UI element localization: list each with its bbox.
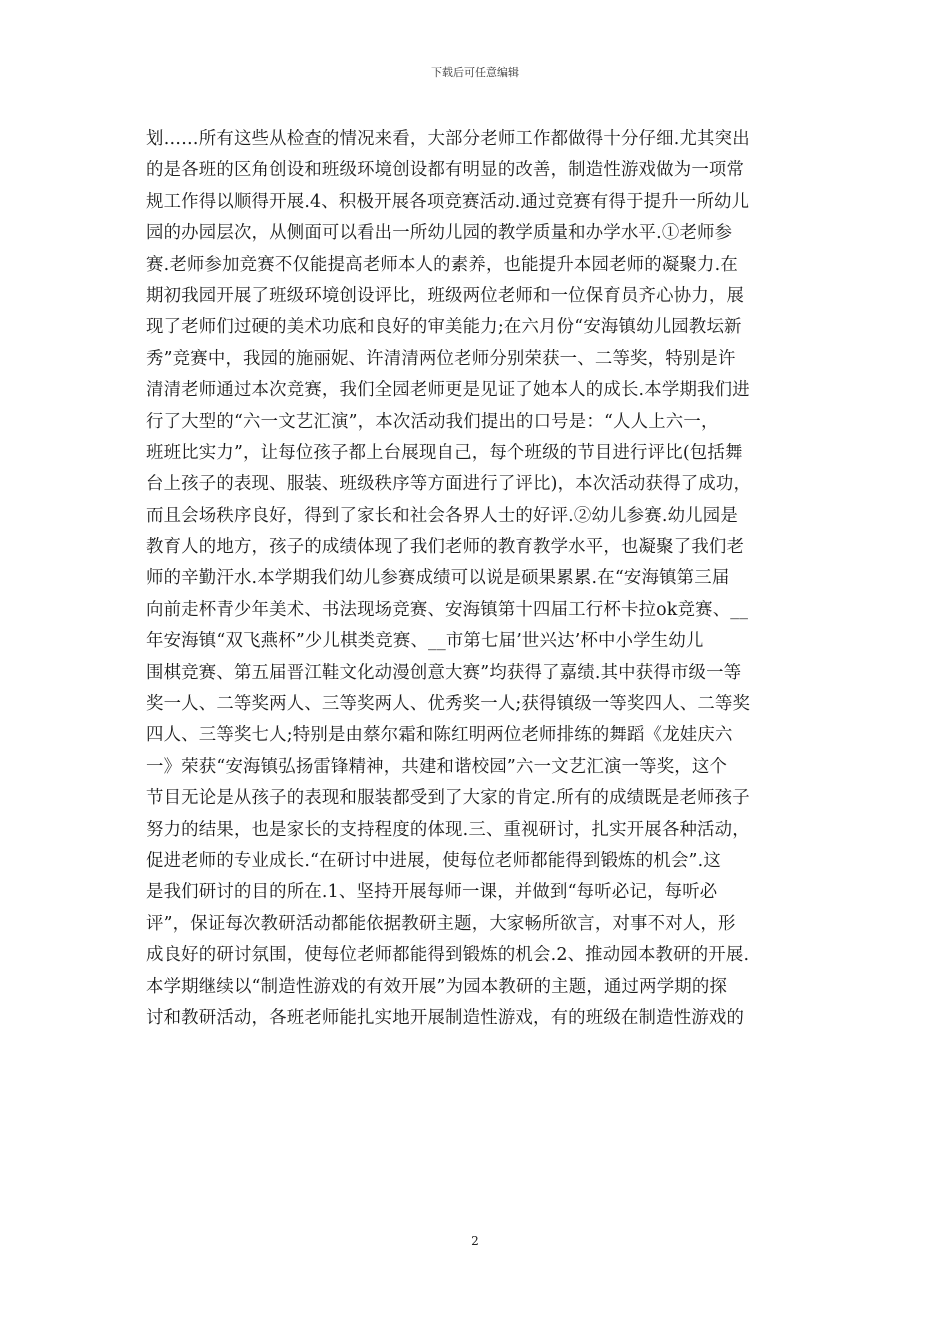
text-line: 讨和教研活动，各班老师能扎实地开展制造性游戏，有的班级在制造性游戏的: [146, 1007, 745, 1028]
text-line: 现了老师们过硬的美术功底和良好的审美能力;在六月份“安海镇幼儿园教坛新: [146, 317, 742, 338]
text-line: 是我们研讨的目的所在.1、坚持开展每师一课，并做到“每听必记，每听必: [146, 882, 718, 903]
text-line: 规工作得以顺得开展.4、积极开展各项竞赛活动.通过竞赛有得于提升一所幼儿: [146, 191, 750, 212]
text-line: 年安海镇“双飞燕杯”少儿棋类竞赛、__市第七届’世兴达’杯中小学生幼儿: [146, 631, 704, 652]
text-line: 赛.老师参加竞赛不仅能提高老师本人的素养，也能提升本园老师的凝聚力.在: [146, 254, 738, 275]
text-line: 成良好的研讨氛围，使每位老师都能得到锻炼的机会.2、推动园本教研的开展.: [146, 945, 750, 966]
text-line: 努力的结果，也是家长的支持程度的体现.三、重视研讨，扎实开展各种活动，: [146, 819, 750, 840]
text-line: 的是各班的区角创设和班级环境创设都有明显的改善，制造性游戏做为一项常: [146, 160, 745, 181]
text-line: 围棋竞赛、第五届晋江鞋文化动漫创意大赛”均获得了嘉绩.其中获得市级一等: [146, 662, 742, 683]
text-line: 本学期继续以“制造性游戏的有效开展”为园本教研的主题，通过两学期的探: [146, 976, 728, 997]
text-line: 促进老师的专业成长.“在研讨中进展，使每位老师都能得到锻炼的机会”.这: [146, 850, 721, 871]
text-line: 期初我园开展了班级环境创设评比，班级两位老师和一位保育员齐心协力，展: [146, 285, 745, 306]
text-line: 奖一人、二等奖两人、三等奖两人、优秀奖一人;获得镇级一等奖四人、二等奖: [146, 694, 751, 715]
body-text: [146, 124, 808, 1034]
text-line: 清清老师通过本次竞赛，我们全园老师更是见证了她本人的成长.本学期我们进: [146, 380, 750, 401]
text-line: 节目无论是从孩子的表现和服装都受到了大家的肯定.所有的成绩既是老师孩子: [146, 788, 750, 809]
page-number: 2: [471, 1234, 479, 1248]
text-line: 而且会场秩序良好，得到了家长和社会各界人士的好评.②幼儿参赛.幼儿园是: [146, 505, 738, 526]
text-line: 秀”竞赛中，我园的施丽妮、许清清两位老师分别荣获一、二等奖，特别是许: [146, 348, 736, 369]
text-line: 划……所有这些从检查的情况来看，大部分老师工作都做得十分仔细.尤其突出: [146, 129, 750, 149]
text-line: 行了大型的“六一文艺汇演”，本次活动我们提出的口号是：“人人上六一，: [146, 411, 719, 432]
text-line: 教育人的地方，孩子的成绩体现了我们老师的教育教学水平，也凝聚了我们老: [146, 537, 745, 558]
text-line: 一》荣获“安海镇弘扬雷锋精神，共建和谐校园”六一文艺汇演一等奖，这个: [146, 756, 728, 777]
text-line: 园的办园层次，从侧面可以看出一所幼儿园的教学质量和办学水平.①老师参: [146, 223, 733, 244]
text-line: 四人、三等奖七人;特别是由蔡尔霜和陈红明两位老师排练的舞蹈《龙娃庆六: [146, 725, 733, 746]
text-line: 向前走杯青少年美术、书法现场竞赛、安海镇第十四届工行杯卡拉ok竞赛、__: [146, 599, 749, 620]
text-line: 台上孩子的表现、服装、班级秩序等方面进行了评比)，本次活动获得了成功，: [146, 474, 752, 495]
text-line: 班班比实力”，让每位孩子都上台展现自己，每个班级的节目进行评比(包括舞: [146, 442, 743, 463]
page-header: 下载后可任意编辑: [431, 66, 519, 79]
text-line: 师的辛勤汗水.本学期我们幼儿参赛成绩可以说是硕果累累.在“安海镇第三届: [146, 568, 730, 589]
text-line: 评”，保证每次教研活动都能依据教研主题，大家畅所欲言，对事不对人，形: [146, 913, 736, 934]
